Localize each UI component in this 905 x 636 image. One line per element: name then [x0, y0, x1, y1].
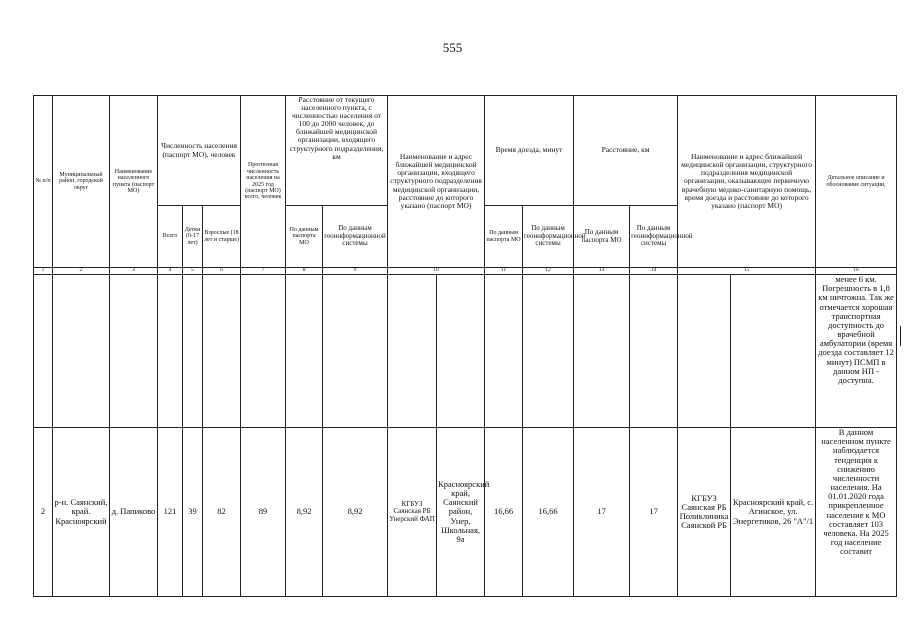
page-number: 555: [442, 40, 463, 55]
settlement-cell: д. Папиково: [110, 428, 158, 597]
column-number: 2: [53, 268, 110, 275]
header-district: Муниципальный район, городской округ: [53, 96, 110, 268]
header-pop-adults: Взрослые (18 лет и старше): [203, 206, 241, 268]
column-number: 8: [286, 268, 323, 275]
column-number: 11: [485, 268, 523, 275]
org-address-cell: Красноярский край, Саянский район, Унер, Школьная, 9а: [437, 428, 485, 597]
header-primary-care: Наименование и адрес ближайшей медицинской организации, структурного подразделения медицинской организации, оказывающее первичную врачебную медико-санитарную помощь, время доезда и расстояние до которого указано (паспорт МО): [678, 96, 816, 268]
header-time-mo: По данным паспорта МО: [485, 206, 523, 268]
header-forecast: Прогнозная численность населения на 2025 год (паспорт МО) всего, человек: [241, 96, 286, 268]
header-population: Численность населения (паспорт МО), человек: [158, 96, 241, 206]
column-number: 7: [241, 268, 286, 275]
table-row: [34, 275, 897, 428]
header-dist-mo: По данным паспорта МО: [286, 206, 323, 268]
header-time-geo: По данным геоинформационной системы: [523, 206, 574, 268]
column-number: 16: [816, 268, 897, 275]
header-settlement: Наименование населенного пункта (паспорт МО): [110, 96, 158, 268]
table-row: [34, 428, 897, 597]
header-pop-total: Всего: [158, 206, 183, 268]
header-nearest-org: Наименование и адрес ближайшей медицинской организации, входящего структурного подразделения медицинской организации, расстояние до которого указано (паспорт МО): [388, 96, 485, 268]
column-number: 10: [388, 268, 485, 275]
medical-access-table: [33, 95, 897, 597]
header-num: № п/п: [34, 96, 53, 268]
pc-name-cell: КГБУЗ Саянская РБ Поликлиника Саянской РБ: [678, 428, 731, 597]
header-dist-geo: По данным геоинформационной системы: [323, 206, 388, 268]
row-num: 2: [34, 428, 53, 597]
header-pop-children: Детки (0-17 лет): [183, 206, 203, 268]
dist-geo-cell: 8,92: [323, 428, 388, 597]
scan-edge-mark: [900, 326, 901, 346]
header-detail: Детальное описание и обоснование ситуации,: [816, 96, 897, 268]
column-number: 14: [630, 268, 678, 275]
header-distance-km: Расстояние, км: [574, 96, 678, 206]
column-number: 13: [574, 268, 630, 275]
pc-address-cell: Красноярский край, с. Агинское, ул. Энергетиков, 26 "А"/1: [731, 428, 816, 597]
header-distance-structural: Расстояние от текущего населенного пункта, с численностью населения от 100 до 2000 человек, до ближайшей медицинской организации, входящего структурного подразделения, км: [286, 96, 388, 206]
time-mo-cell: 16,66: [485, 428, 523, 597]
column-number: 6: [203, 268, 241, 275]
pop-children-cell: 39: [183, 428, 203, 597]
column-number: 3: [110, 268, 158, 275]
header-km-mo: По данным паспорта МО: [574, 206, 630, 268]
time-geo-cell: 16,66: [523, 428, 574, 597]
column-number: 9: [323, 268, 388, 275]
header-travel-time: Время доезда, минут: [485, 96, 574, 206]
detail-cell: В данном населенном пункте наблюдается тенденция к снижению численности населения. На 01.01.2020 года прикрепленное население к МО составляет 103 человека. На 2025 год население составит: [816, 428, 897, 597]
header-km-geo: По данным геоинформационной системы: [630, 206, 678, 268]
org-name-cell: КГБУЗ Саянская РБ Унерский ФАП: [388, 428, 437, 597]
district-cell: р-н. Саянский, край. Красноярский: [53, 428, 110, 597]
km-mo-cell: 17: [574, 428, 630, 597]
km-geo-cell: 17: [630, 428, 678, 597]
pop-total-cell: 121: [158, 428, 183, 597]
column-number: 1: [34, 268, 53, 275]
dist-mo-cell: 8,92: [286, 428, 323, 597]
pop-adults-cell: 82: [203, 428, 241, 597]
column-number: 15: [678, 268, 816, 275]
column-number: 12: [523, 268, 574, 275]
forecast-cell: 89: [241, 428, 286, 597]
column-number: 4: [158, 268, 183, 275]
detail-cell: менее 6 км. Погрешность в 1,8 км ничтожна. Так же отмечается хорошая транспортная доступность до врачебной амбулатории (время доезда составляет 12 минут) ПСМП в данном НП - доступна.: [816, 275, 897, 428]
column-number: 5: [183, 268, 203, 275]
